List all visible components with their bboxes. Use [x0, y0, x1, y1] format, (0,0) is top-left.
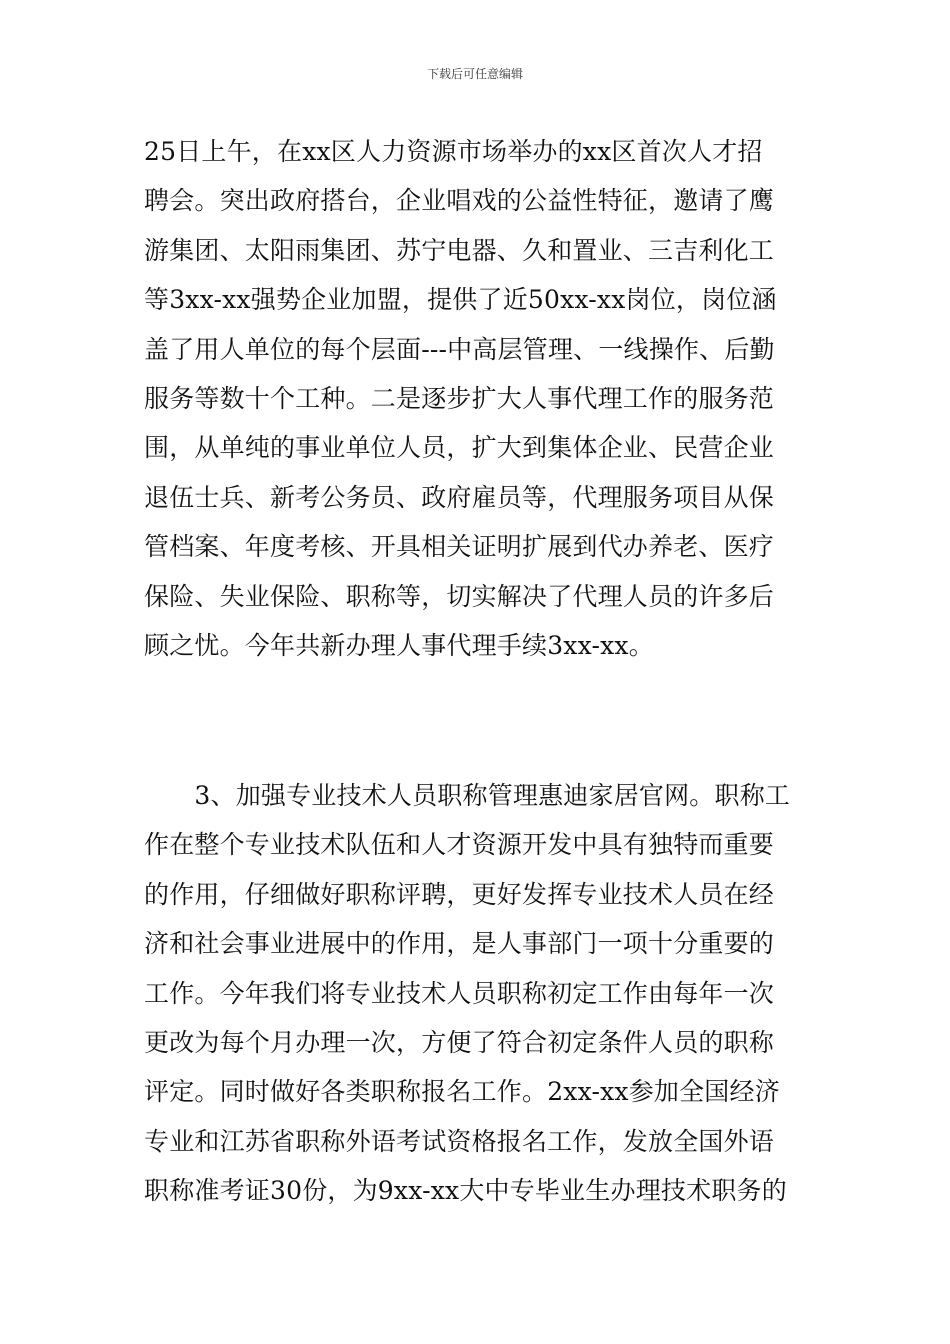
paragraph-1 [144, 136, 808, 679]
text-line: 作在整个专业技术队伍和人才资源开发中具有独特而重要 [144, 830, 775, 860]
text-line: 保险、失业保险、职称等，切实解决了代理人员的许多后 [144, 581, 775, 611]
text-line: 职称准考证30份，为9xx-xx大中专毕业生办理技术职务的 [144, 1176, 787, 1206]
text-line: 顾之忧。今年共新办理人事代理手续3xx-xx。 [144, 630, 654, 660]
text-line: 等3xx-xx强势企业加盟，提供了近50xx-xx岗位，岗位涵 [144, 285, 777, 315]
text-line: 工作。今年我们将专业技术人员职称初定工作由每年一次 [144, 978, 775, 1008]
text-line: 聘会。突出政府搭台，企业唱戏的公益性特征，邀请了鹰 [144, 186, 775, 216]
text-line: 评定。同时做好各类职称报名工作。2xx-xx参加全国经济 [144, 1077, 780, 1107]
text-line: 围，从单纯的事业单位人员，扩大到集体企业、民营企业 [144, 433, 775, 463]
text-line: 25日上午，在xx区人力资源市场举办的xx区首次人才招 [144, 137, 763, 166]
text-line: 服务等数十个工种。二是逐步扩大人事代理工作的服务范 [144, 383, 775, 413]
page-header: 下载后可任意编辑 [426, 67, 523, 81]
text-line: 济和社会事业进展中的作用，是人事部门一项十分重要的 [144, 929, 775, 959]
text-line: 更改为每个月办理一次，方便了符合初定条件人员的职称 [144, 1027, 775, 1057]
text-line: 3、加强专业技术人员职称管理惠迪家居官网。职称工 [144, 781, 791, 810]
paragraph-2 [144, 780, 808, 1225]
text-line: 专业和江苏省职称外语考试资格报名工作，发放全国外语 [144, 1126, 775, 1156]
text-line: 管档案、年度考核、开具相关证明扩展到代办养老、医疗 [144, 532, 775, 562]
text-line: 游集团、太阳雨集团、苏宁电器、久和置业、三吉利化工 [144, 235, 775, 265]
text-line: 退伍士兵、新考公务员、政府雇员等，代理服务项目从保 [144, 482, 775, 512]
text-line: 盖了用人单位的每个层面---中高层管理、一线操作、后勤 [144, 334, 775, 364]
text-line: 的作用，仔细做好职称评聘，更好发挥专业技术人员在经 [144, 879, 775, 909]
